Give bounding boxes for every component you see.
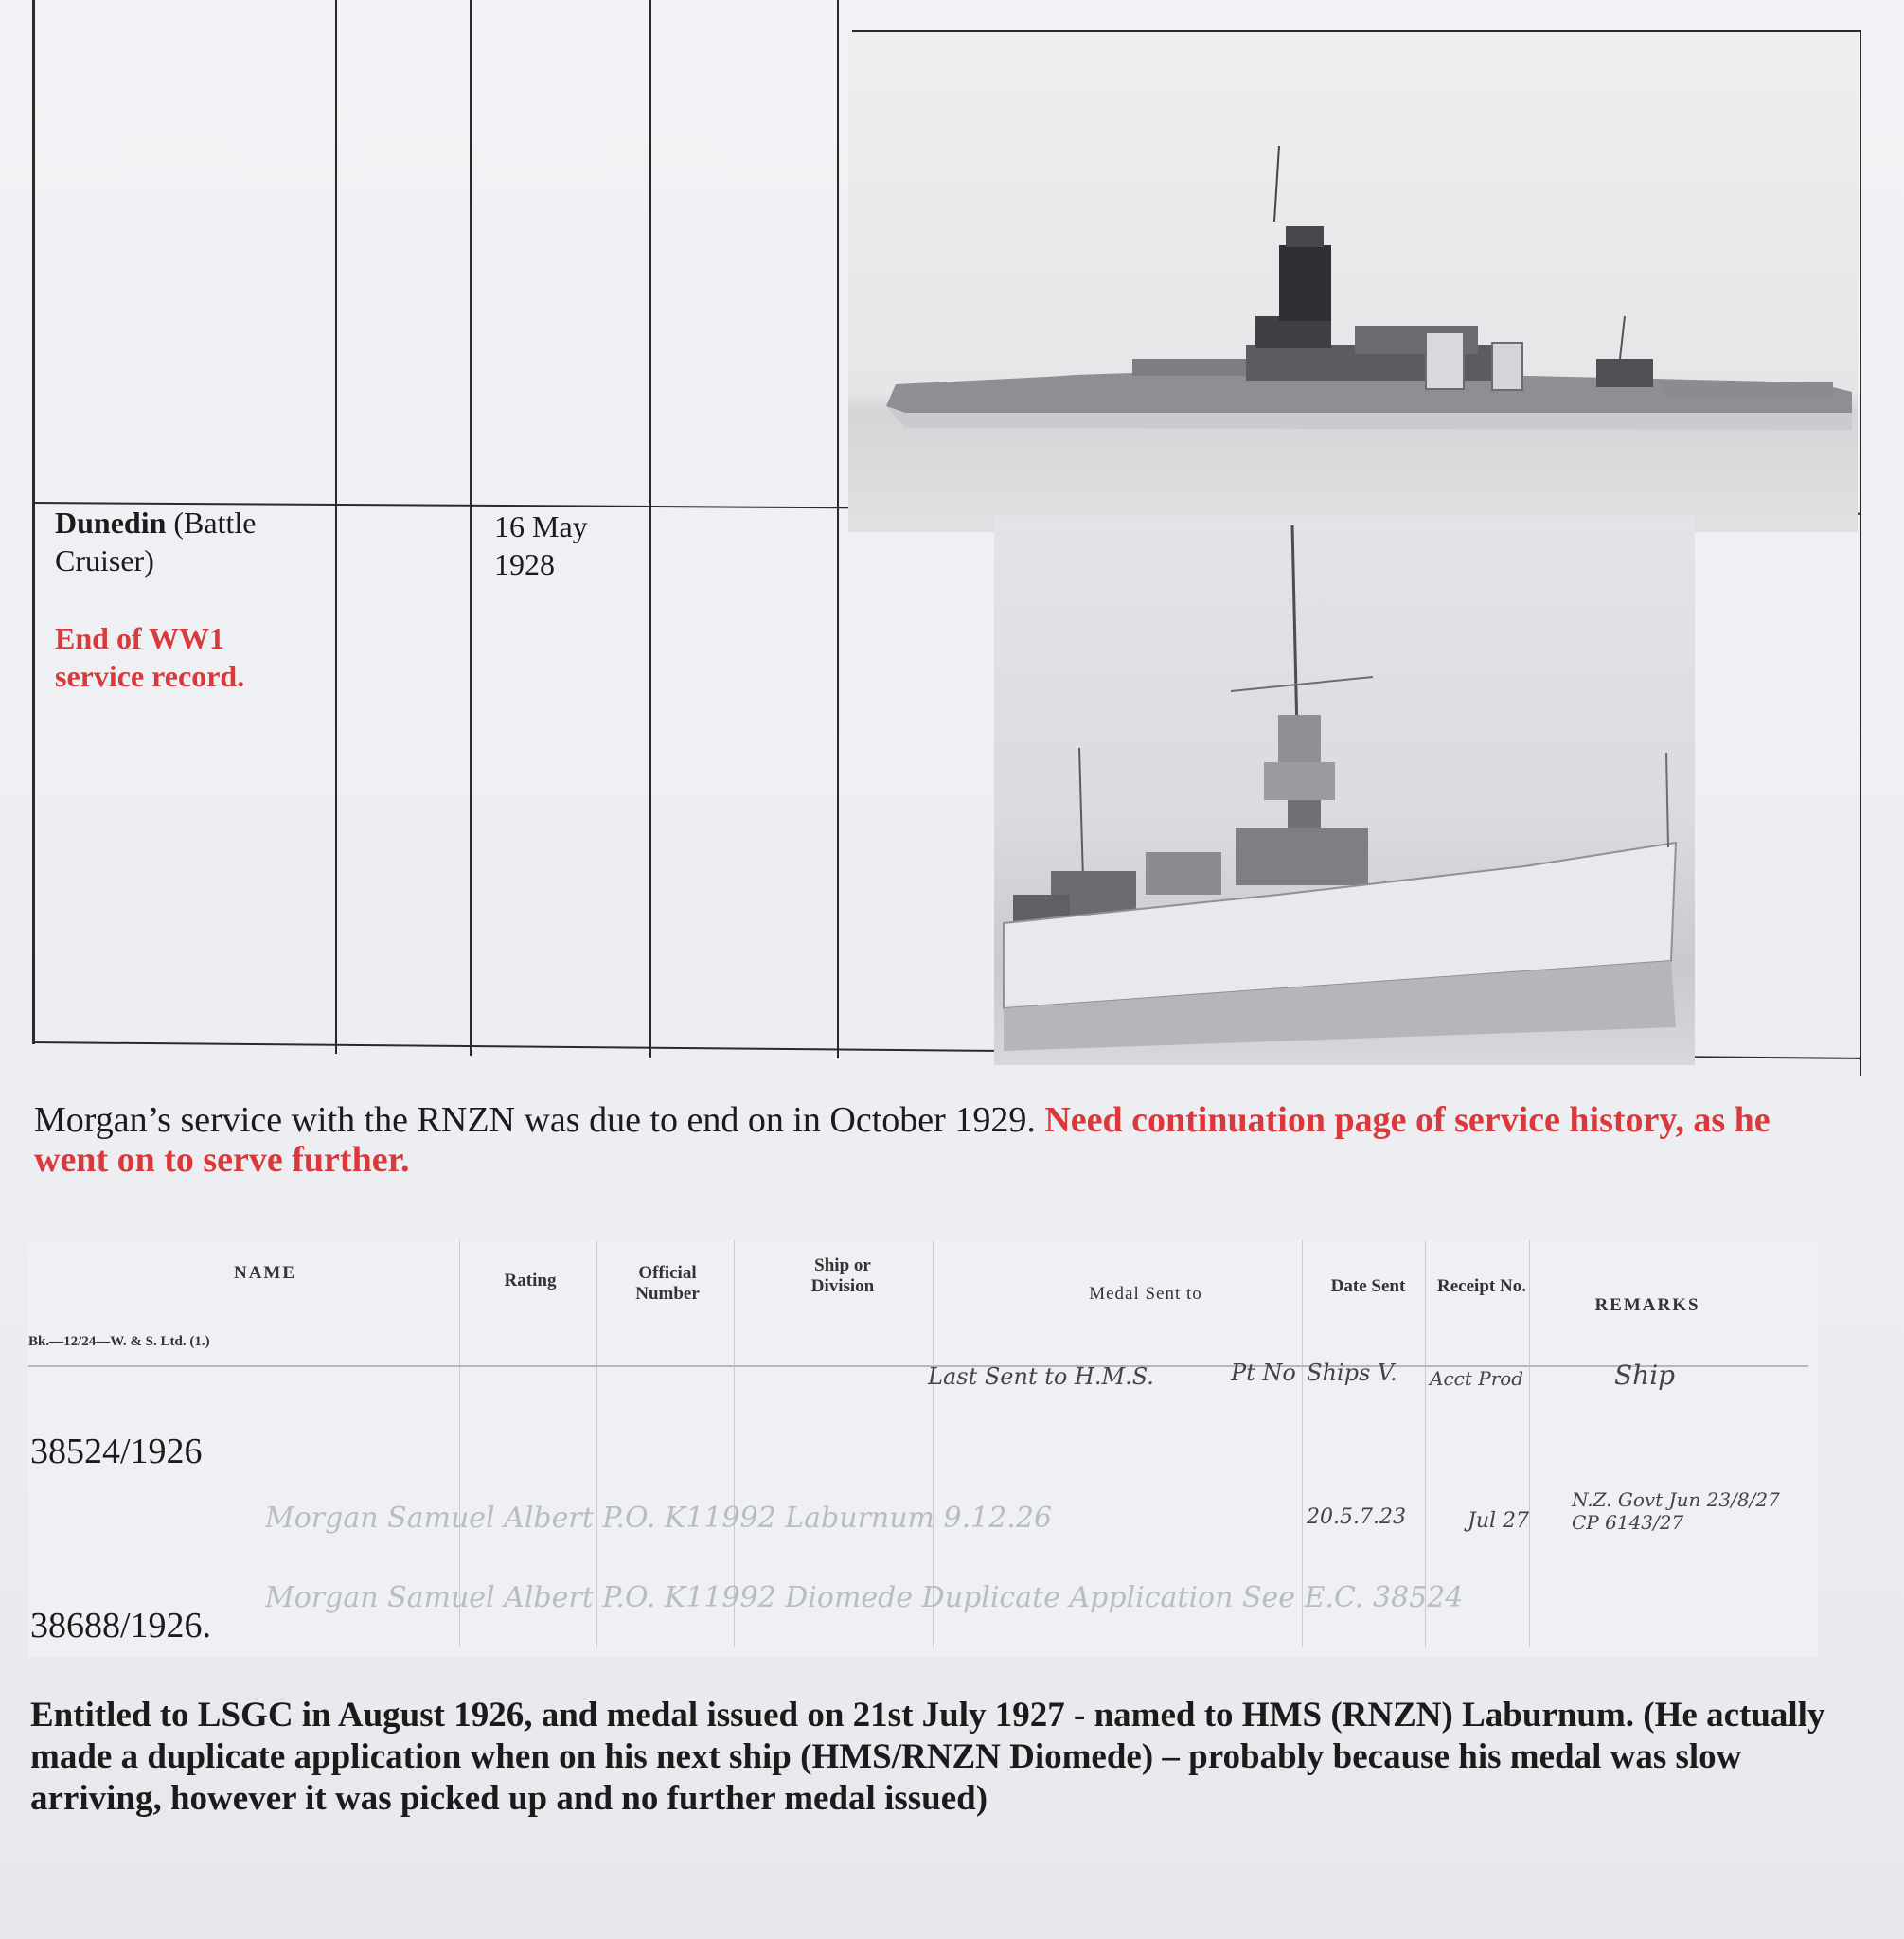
header-date-sent: Date Sent xyxy=(1330,1276,1406,1296)
ledger-header-rule xyxy=(28,1365,1808,1367)
handwritten-pt-no: Pt No xyxy=(1231,1360,1296,1386)
header-rating: Rating xyxy=(504,1271,557,1290)
header-official-number: Official Number xyxy=(635,1263,700,1304)
ship-photo-bow-view xyxy=(994,516,1695,1065)
header-remarks: REMARKS xyxy=(1594,1295,1700,1315)
service-end-text: Morgan’s service with the RNZN was due to end on in October 1929. xyxy=(34,1100,1036,1140)
header-name: NAME xyxy=(233,1263,297,1283)
ship-photo-side-view xyxy=(848,32,1858,532)
table-column-divider xyxy=(335,0,337,1054)
medal-ledger-scan xyxy=(28,1240,1818,1657)
handwritten-date-sent: Ships V. xyxy=(1307,1360,1397,1386)
lsgc-entitlement-paragraph: Entitled to LSGC in August 1926, and medal issued on 21st July 1927 - named to HMS (RNZN) Laburnum. (He actually made a duplicate application when on his next ship (HMS/RNZN Diomede) – probably because his medal was slow arriving, however it was picked up and no further medal issued) xyxy=(30,1696,1825,1818)
table-column-divider xyxy=(649,0,651,1058)
ship-silhouette-bow xyxy=(994,516,1695,1065)
header-ship-division: Ship or Division xyxy=(810,1255,875,1296)
end-of-record-note: End of WW1 service record. xyxy=(55,621,245,693)
table-column-divider xyxy=(470,0,472,1056)
header-medal-sent-to: Medal Sent to xyxy=(1089,1284,1202,1304)
date-cell: 16 May 1928 xyxy=(494,509,588,581)
ledger-entry-row-1: Morgan Samuel Albert P.O. K11992 Laburnum 9.12.26 xyxy=(265,1502,1053,1535)
reference-number-1: 38524/1926 xyxy=(30,1432,203,1471)
ledger-imprint: Bk.—12/24—W. & S. Ltd. (1.) xyxy=(28,1334,210,1349)
ledger-entry-row-2: Morgan Samuel Albert P.O. K11992 Diomede Duplicate Application See E.C. 38524 xyxy=(265,1581,1464,1614)
handwritten-remarks: Ship xyxy=(1614,1360,1676,1391)
handwritten-receipt-no: Acct Prod xyxy=(1430,1367,1524,1390)
table-border-right xyxy=(1860,30,1861,1076)
row-1-date-sent: 20.5.7.23 xyxy=(1307,1505,1406,1529)
ship-silhouette-side xyxy=(848,32,1858,532)
ship-name: Dunedin xyxy=(55,506,167,540)
header-receipt-no: Receipt No. xyxy=(1437,1276,1526,1296)
reference-number-2: 38688/1926. xyxy=(30,1606,212,1645)
row-1-remarks: N.Z. Govt Jun 23/8/27 CP 6143/27 xyxy=(1572,1488,1780,1534)
ship-name-cell xyxy=(55,504,320,579)
ship-type: (Battle Cruiser) xyxy=(55,506,257,578)
row-1-receipt: Jul 27 xyxy=(1468,1509,1530,1533)
handwritten-medal-sent-to: Last Sent to H.M.S. xyxy=(928,1363,1154,1390)
table-column-divider xyxy=(837,0,839,1058)
service-end-paragraph xyxy=(34,1100,1824,1180)
continuation-needed-text: Need continuation page of service history, as he went on to serve further. xyxy=(34,1100,1771,1180)
table-border-left xyxy=(32,0,35,1044)
